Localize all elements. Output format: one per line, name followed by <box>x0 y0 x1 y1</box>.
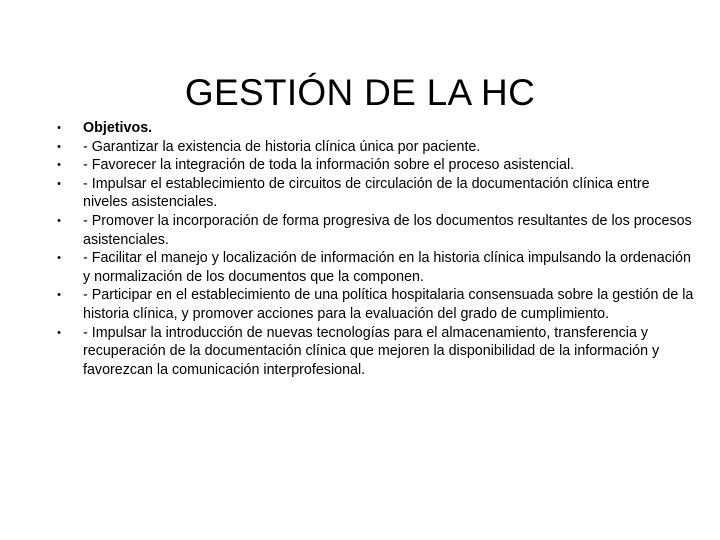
bullet-text: - Favorecer la integración de toda la información sobre el proceso asistencial. <box>83 157 575 174</box>
slide-title: GESTIÓN DE LA HC <box>184 71 536 113</box>
bullet-item-integration <box>54 156 694 175</box>
bullet-dot-icon: • <box>57 289 61 302</box>
bullet-text: - Garantizar la existencia de historia clínica única por paciente. <box>83 138 481 155</box>
bullet-item-unique-record <box>54 138 694 157</box>
bullet-dot-icon: • <box>57 252 61 265</box>
bullet-text: Objetivos. <box>83 120 153 136</box>
bullet-dot-icon: • <box>57 326 61 339</box>
bullet-dot-icon: • <box>57 214 61 227</box>
bullet-item-documents <box>54 212 694 249</box>
bullet-dot-icon: • <box>57 140 61 153</box>
bullet-text: - Impulsar el establecimiento de circuitos de circulación de la documentación clínica entre niveles asistenciales. <box>83 175 650 211</box>
objectives-bullet-list <box>54 119 694 379</box>
bullet-text: - Participar en el establecimiento de una política hospitalaria consensuada sobre la gestión de la historia clínica, y promover acciones para la evaluación del grado de cumplimiento. <box>83 287 694 322</box>
bullet-text: - Promover la incorporación de forma progresiva de los documentos resultantes de los procesos asistenciales. <box>83 212 692 248</box>
bullet-item-handling <box>54 249 694 286</box>
bullet-item-circuits <box>54 175 694 212</box>
bullet-dot-icon: • <box>57 122 61 134</box>
bullet-item-technologies <box>54 324 694 380</box>
bullet-item-policy <box>54 286 694 323</box>
bullet-dot-icon: • <box>57 159 61 172</box>
bullet-item-objectives-heading <box>54 119 694 138</box>
bullet-text: - Impulsar la introducción de nuevas tecnologías para el almacenamiento, transferencia y recuperación de la documentación clínica que mejoren la disponibilidad de la información y favorezcan la comunicación interprofesional. <box>83 324 660 378</box>
bullet-text: - Facilitar el manejo y localización de información en la historia clínica impulsando la ordenación y normalización de los documentos que la componen. <box>83 250 691 285</box>
bullet-dot-icon: • <box>57 177 61 190</box>
